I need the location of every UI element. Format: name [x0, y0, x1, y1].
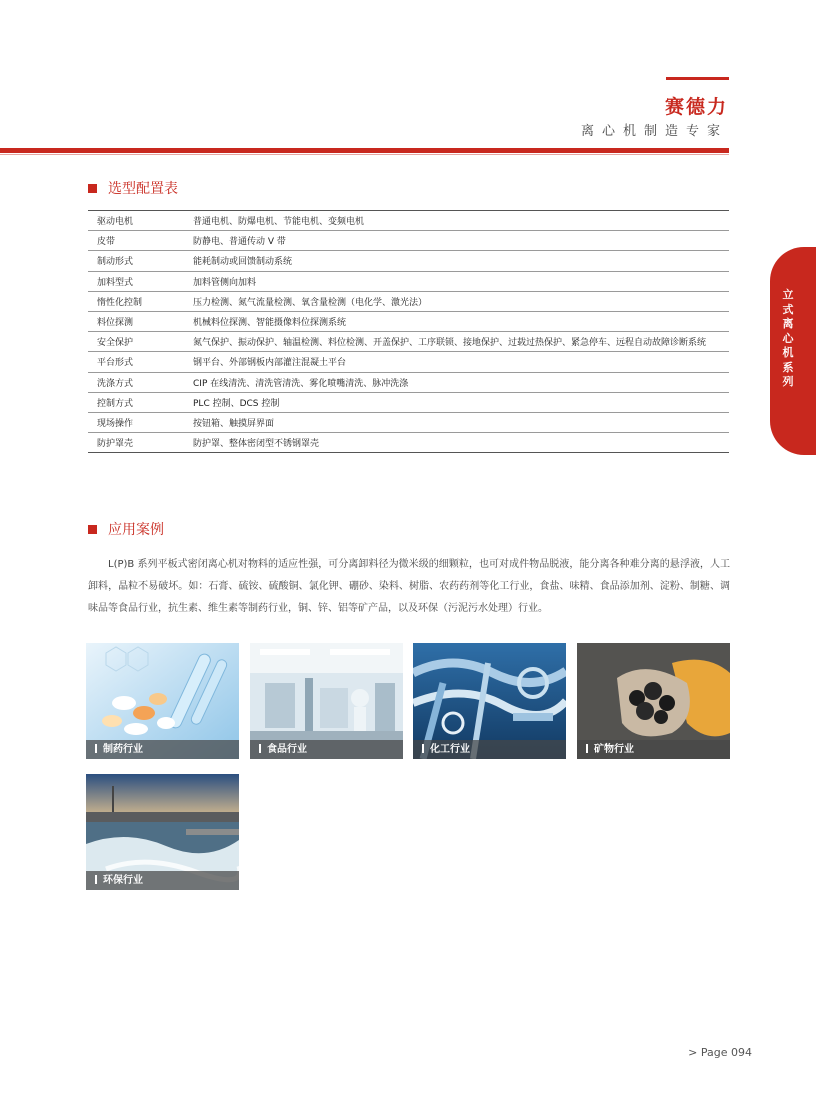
table-key: 安全保护	[88, 332, 184, 352]
square-bullet-icon	[88, 525, 97, 534]
table-row	[88, 332, 729, 352]
table-row	[88, 211, 729, 231]
caption-bar-icon	[586, 744, 588, 753]
case-card-label: 矿物行业	[594, 744, 634, 755]
table-key: 防护罩壳	[88, 433, 184, 453]
table-key: 制动形式	[88, 251, 184, 271]
table-row	[88, 231, 729, 251]
caption-bar-icon	[422, 744, 424, 753]
table-row	[88, 311, 729, 331]
table-row	[88, 372, 729, 392]
cases-paragraph: L(P)B 系列平板式密闭离心机对物料的适应性强，可分离卸料径为微米级的细颗粒，也可对成件物品脱液，能分离各种难分离的悬浮液，人工卸料，晶粒不易破坏。如：石膏、硫铵、硫酸铜、氯化钾、硼砂、染料、树脂、农药药剂等化工行业，食盐、味精、食品添加剂、淀粉、制糖、调味品等食品行业，抗生素、维生素等制药行业，铜、锌、铝等矿产品，以及环保（污泥污水处理）行业。	[88, 559, 730, 614]
table-value: 按钮箱、触摸屏界面	[184, 412, 729, 432]
case-card-mineral	[577, 643, 730, 759]
table-value: CIP 在线清洗、清洗管清洗、雾化喷嘴清洗、脉冲洗涤	[184, 372, 729, 392]
table-value: 能耗制动或回馈制动系统	[184, 251, 729, 271]
table-value: 防静电、普通传动 V 带	[184, 231, 729, 251]
cases-section-title	[88, 519, 164, 539]
case-card-environment	[86, 774, 239, 890]
case-card-caption	[413, 740, 566, 759]
caption-bar-icon	[95, 744, 97, 753]
table-row	[88, 433, 729, 453]
cases-section-title-text: 应用案例	[108, 522, 164, 538]
table-row	[88, 392, 729, 412]
caption-bar-icon	[259, 744, 261, 753]
case-card-label: 化工行业	[430, 744, 470, 755]
page-number: > Page 094	[688, 1046, 752, 1059]
table-value: 防护罩、整体密闭型不锈钢罩壳	[184, 433, 729, 453]
case-card-label: 环保行业	[103, 875, 143, 886]
brand-accent-line	[666, 77, 729, 80]
table-row	[88, 291, 729, 311]
table-row	[88, 352, 729, 372]
table-value: 压力检测、氮气流量检测、氧含量检测（电化学、激光法）	[184, 291, 729, 311]
table-key: 控制方式	[88, 392, 184, 412]
case-card-chemical	[413, 643, 566, 759]
case-card-caption	[250, 740, 403, 759]
table-row	[88, 251, 729, 271]
table-key: 加料型式	[88, 271, 184, 291]
case-card-label: 食品行业	[267, 744, 307, 755]
table-key: 皮带	[88, 231, 184, 251]
table-key: 驱动电机	[88, 211, 184, 231]
header-rule-thin	[0, 154, 729, 155]
case-card-caption	[86, 871, 239, 890]
table-row	[88, 412, 729, 432]
table-value: 机械料位探测、智能摄像料位探测系统	[184, 311, 729, 331]
table-value: 加料管侧向加料	[184, 271, 729, 291]
config-table	[88, 210, 729, 453]
square-bullet-icon	[88, 184, 97, 193]
table-row	[88, 271, 729, 291]
side-category-label: 立式离心机系列	[782, 288, 794, 388]
case-card-label: 制药行业	[103, 744, 143, 755]
table-key: 惰性化控制	[88, 291, 184, 311]
table-key: 平台形式	[88, 352, 184, 372]
case-card-caption	[577, 740, 730, 759]
case-card-pharma	[86, 643, 239, 759]
table-value: 普通电机、防爆电机、节能电机、变频电机	[184, 211, 729, 231]
header-rule	[0, 148, 729, 153]
brand-name: 赛德力	[664, 96, 728, 118]
config-section-title	[88, 178, 178, 198]
table-value: 钢平台、外部钢板内部灌注混凝土平台	[184, 352, 729, 372]
table-key: 洗涤方式	[88, 372, 184, 392]
case-card-food	[250, 643, 403, 759]
caption-bar-icon	[95, 875, 97, 884]
table-value: 氮气保护、振动保护、轴温检测、料位检测、开盖保护、工序联锁、接地保护、过载过热保护、紧急停车、远程自动故障诊断系统	[184, 332, 729, 352]
brand-slogan: 离心机制造专家	[580, 124, 728, 139]
table-value: PLC 控制、DCS 控制	[184, 392, 729, 412]
case-card-caption	[86, 740, 239, 759]
config-section-title-text: 选型配置表	[108, 181, 178, 197]
table-key: 料位探测	[88, 311, 184, 331]
table-key: 现场操作	[88, 412, 184, 432]
